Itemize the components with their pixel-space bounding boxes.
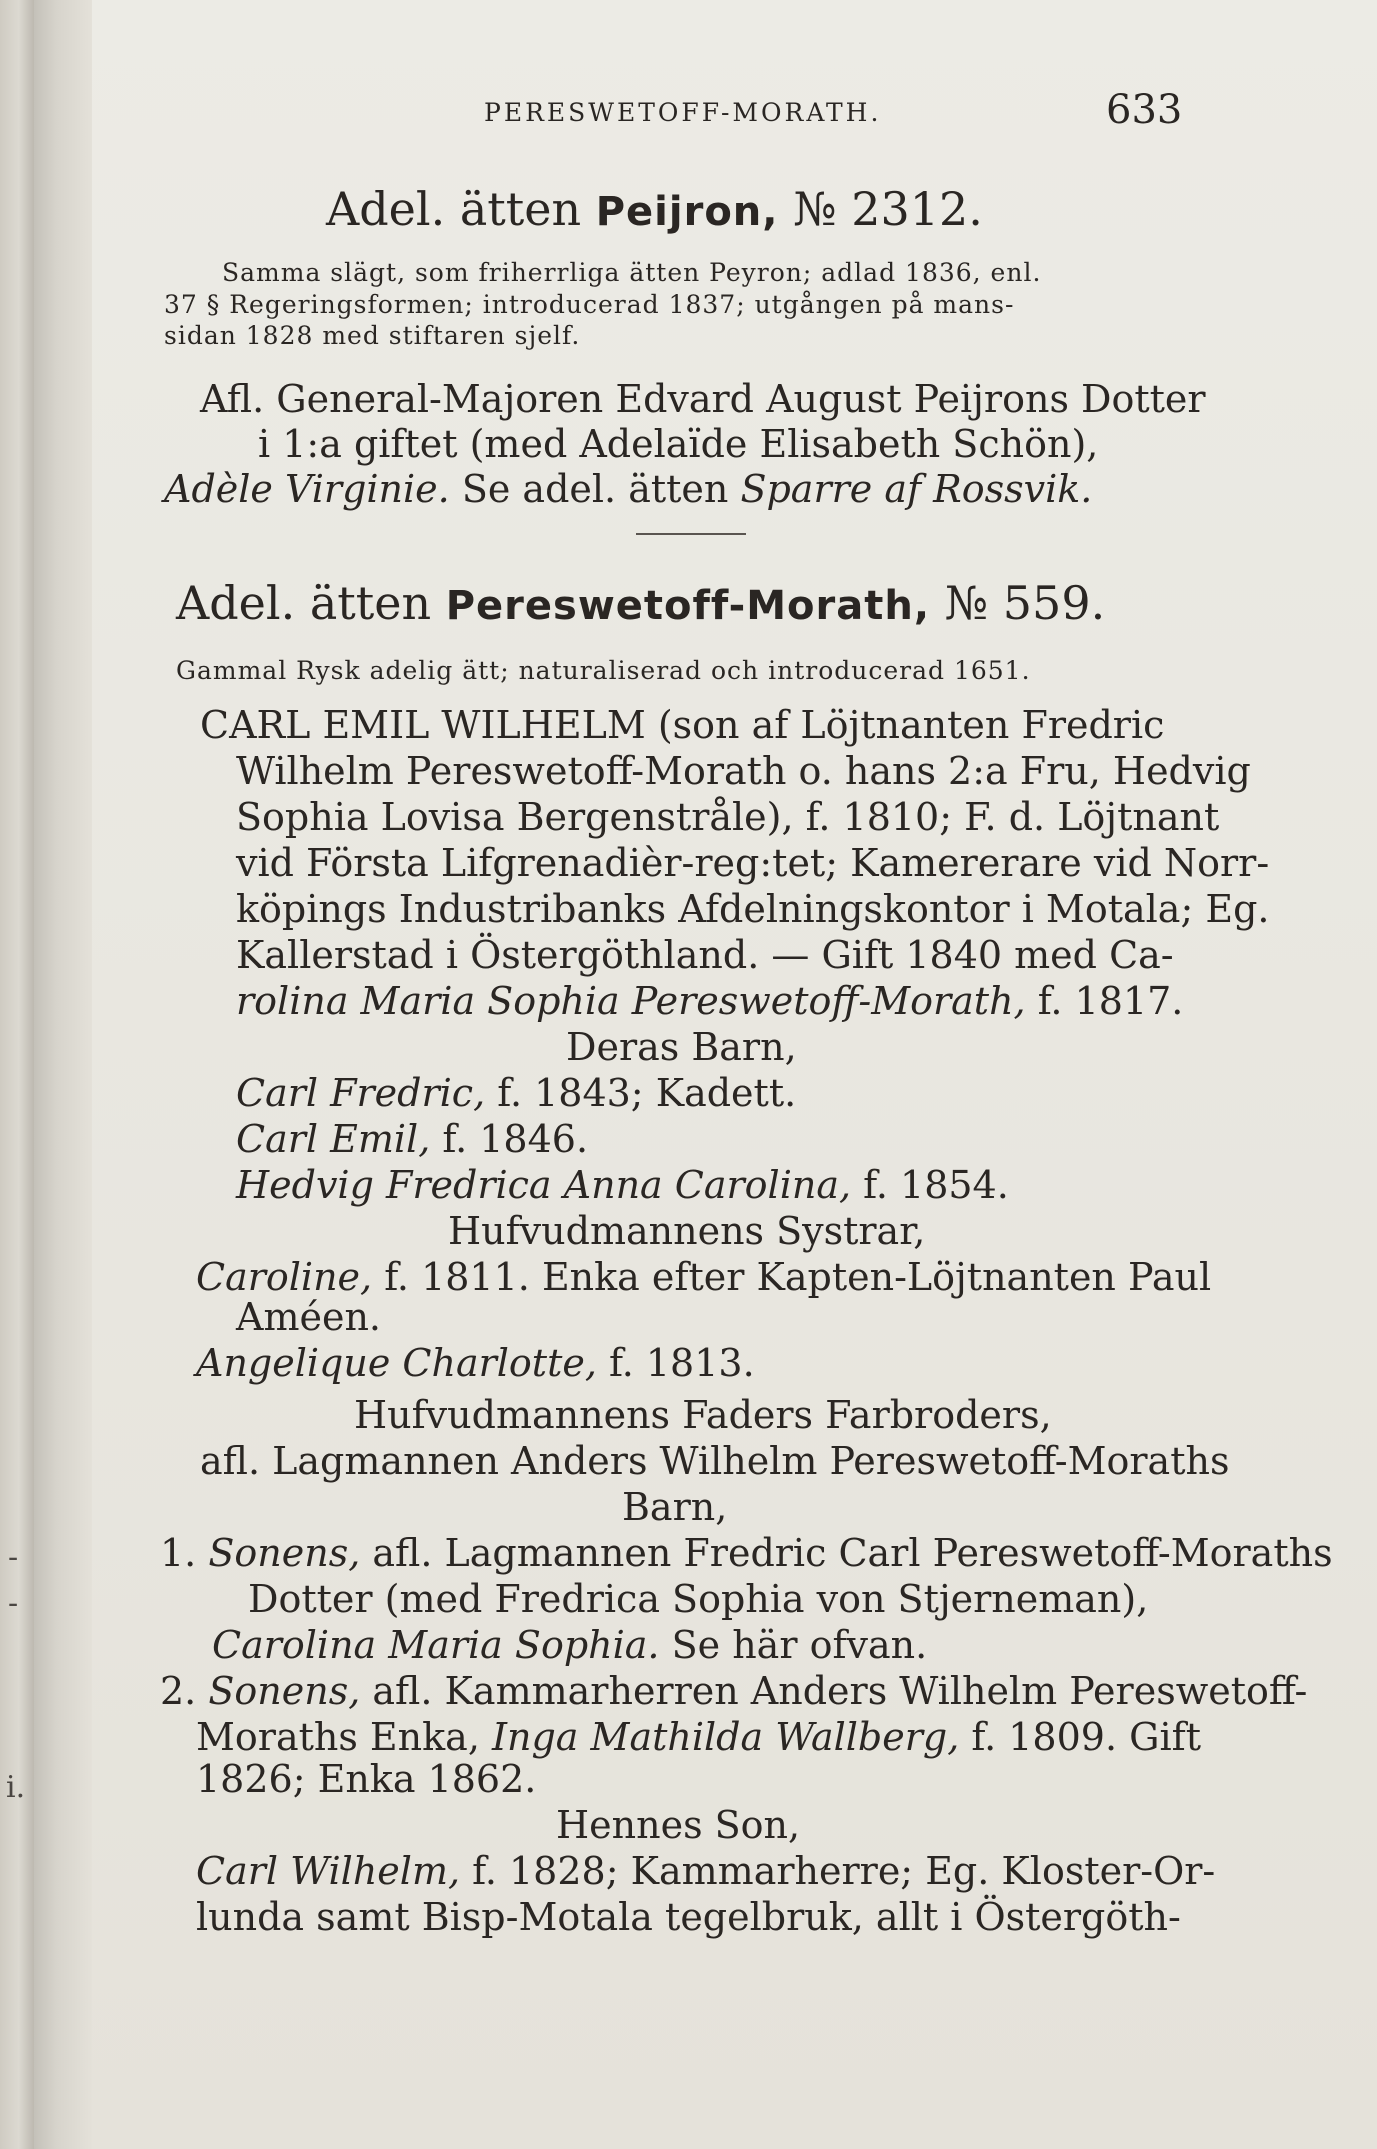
entry2-para-line: rolina Maria Sophia Pereswetoff-Morath, f. 1817. bbox=[236, 979, 1184, 1023]
sister-entry: Caroline, f. 1811. Enka efter Kapten-Löjtnanten Paul bbox=[196, 1255, 1212, 1299]
heading-uncles: afl. Lagmannen Anders Wilhelm Pereswetoff-Moraths bbox=[200, 1439, 1230, 1483]
entry2-para-line: CARL EMIL WILHELM (son af Löjtnanten Fredric bbox=[200, 703, 1165, 747]
section-divider bbox=[636, 533, 746, 535]
left-page-edge bbox=[0, 0, 34, 2149]
margin-mark: - bbox=[8, 1586, 19, 1621]
son-entry: Moraths Enka, Inga Mathilda Wallberg, f. 1809. Gift bbox=[196, 1715, 1201, 1759]
heading-uncles: Barn, bbox=[622, 1485, 728, 1529]
page-number: 633 bbox=[1106, 87, 1183, 133]
entry2-para-line: Sophia Lovisa Bergenstråle), f. 1810; F. d. Löjtnant bbox=[236, 795, 1220, 839]
entry1-text: Afl. General-Majoren Edvard August Peijrons Dotter bbox=[200, 377, 1206, 421]
entry2-para-line: köpings Industribanks Afdelningskontor i Motala; Eg. bbox=[236, 887, 1270, 931]
son-line: Carl Wilhelm, f. 1828; Kammarherre; Eg. Kloster-Or- bbox=[196, 1849, 1216, 1893]
margin-mark: - bbox=[8, 1540, 19, 1575]
margin-mark: i. bbox=[6, 1770, 26, 1805]
son-entry: 2. Sonens, afl. Kammarherren Anders Wilhelm Pereswetoff- bbox=[160, 1669, 1308, 1713]
entry1-title: Adel. ätten Peijron, № 2312. bbox=[326, 182, 983, 236]
entry2-para-line: Kallerstad i Östergöthland. — Gift 1840 med Ca- bbox=[236, 933, 1174, 977]
sister-entry: Angelique Charlotte, f. 1813. bbox=[196, 1341, 755, 1385]
son-entry: Dotter (med Fredrica Sophia von Stjerneman), bbox=[248, 1577, 1149, 1621]
son-entry: 1826; Enka 1862. bbox=[196, 1757, 537, 1801]
entry2-para-line: vid Första Lifgrenadièr-reg:tet; Kamererare vid Norr- bbox=[236, 841, 1270, 885]
son-line: lunda samt Bisp-Motala tegelbruk, allt i Östergöth- bbox=[196, 1895, 1181, 1939]
running-title: PERESWETOFF-MORATH. bbox=[484, 98, 882, 127]
entry2-note: Gammal Rysk adelig ätt; naturaliserad och introducerad 1651. bbox=[176, 656, 1031, 685]
entry1-text: i 1:a giftet (med Adelaïde Elisabeth Schön), bbox=[258, 422, 1099, 466]
heading-children: Deras Barn, bbox=[566, 1025, 797, 1069]
book-spine bbox=[34, 0, 92, 2149]
entry1-note-line: Samma slägt, som friherrliga ätten Peyron; adlad 1836, enl. bbox=[222, 258, 1042, 287]
entry1-text: Adèle Virginie. Se adel. ätten Sparre af Rossvik. bbox=[164, 467, 1093, 511]
heading-sisters: Hufvudmannens Systrar, bbox=[448, 1209, 926, 1253]
son-entry: Carolina Maria Sophia. Se här ofvan. bbox=[212, 1623, 928, 1667]
entry1-note-line: sidan 1828 med stiftaren sjelf. bbox=[164, 321, 581, 350]
heading-son: Hennes Son, bbox=[556, 1803, 801, 1847]
entry1-note-line: 37 § Regeringsformen; introducerad 1837; utgången på mans- bbox=[164, 290, 1015, 319]
son-entry: 1. Sonens, afl. Lagmannen Fredric Carl Pereswetoff-Moraths bbox=[160, 1531, 1333, 1575]
entry2-title: Adel. ätten Pereswetoff-Morath, № 559. bbox=[176, 576, 1106, 630]
child-entry: Carl Fredric, f. 1843; Kadett. bbox=[236, 1071, 797, 1115]
heading-uncles: Hufvudmannens Faders Farbroders, bbox=[354, 1393, 1052, 1437]
child-entry: Carl Emil, f. 1846. bbox=[236, 1117, 589, 1161]
sister-entry-cont: Améen. bbox=[236, 1295, 382, 1339]
child-entry: Hedvig Fredrica Anna Carolina, f. 1854. bbox=[236, 1163, 1009, 1207]
entry2-para-line: Wilhelm Pereswetoff-Morath o. hans 2:a Fru, Hedvig bbox=[236, 749, 1251, 793]
